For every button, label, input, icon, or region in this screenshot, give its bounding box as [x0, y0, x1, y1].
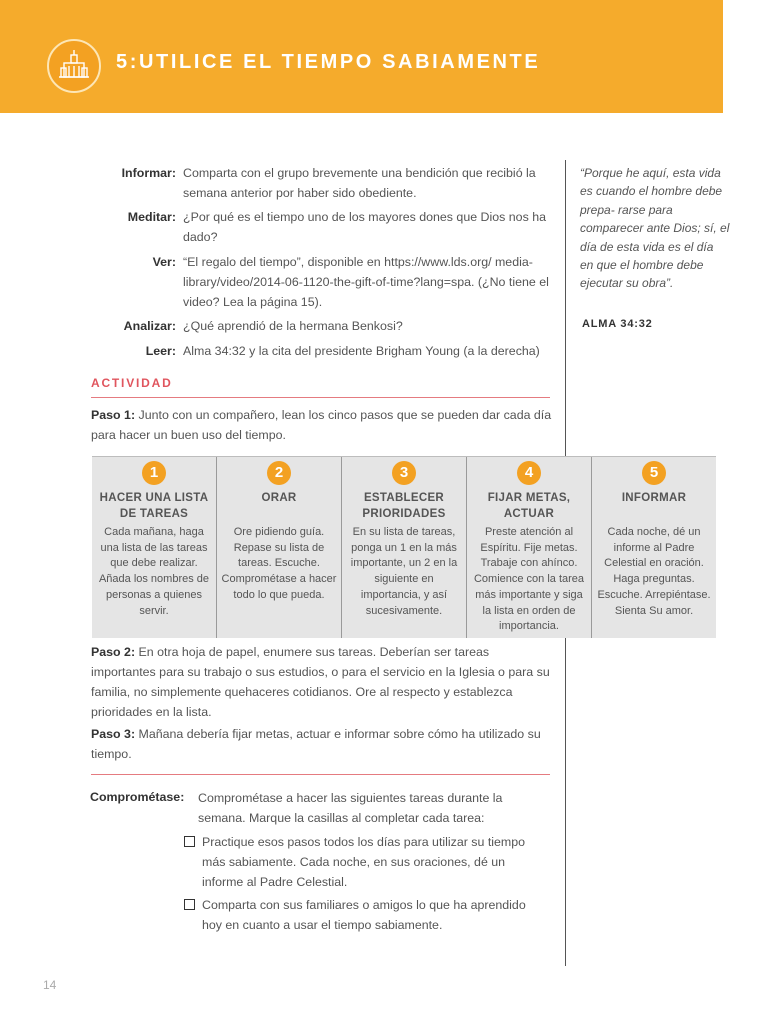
step-number-badge: 2: [267, 461, 291, 485]
step1-label: Paso 1:: [91, 408, 136, 422]
steps-table: [92, 456, 716, 638]
checkbox[interactable]: [184, 899, 195, 910]
intro-text: Comparta con el grupo brevemente una bendición que recibió la semana anterior por haber sido obediente.: [183, 166, 536, 200]
step-title: INFORMAR: [621, 492, 687, 504]
step-description: Preste atención al Espíritu. Fije metas. Trabaje con ahínco. Comience con la tarea más importante y siga la lista en orden de importancia.: [473, 526, 585, 633]
temple-logo: [47, 39, 101, 93]
step-description: Ore pidiendo guía. Repase su lista de tareas. Escuche. Comprométase a hacer todo lo que pueda.: [221, 526, 337, 601]
step2-label: Paso 2:: [91, 645, 136, 659]
step-card-1: [92, 457, 217, 638]
step1-text: Junto con un compañero, lean los cinco pasos que se pueden dar cada día para hacer un buen uso del tiempo.: [91, 408, 552, 442]
step-card-2: [217, 457, 342, 638]
intro-label: Ver:: [152, 255, 176, 269]
step-number-badge: 5: [642, 461, 666, 485]
commitment-text: Comprométase a hacer las siguientes tareas durante la semana. Marque la casillas al completar cada tarea:: [198, 791, 503, 825]
intro-label: Meditar:: [127, 210, 176, 224]
intro-text: ¿Qué aprendió de la hermana Benkosi?: [183, 319, 403, 333]
commitment-item-text: Practique esos pasos todos los días para utilizar su tiempo más sabiamente. Cada noche, en sus oraciones, dé un informe al Padre Celestial.: [202, 835, 526, 889]
page-title: 5:UTILICE EL TIEMPO SABIAMENTE: [116, 51, 541, 73]
step-title: ESTABLECER PRIORIDADES: [362, 492, 446, 520]
step-title: FIJAR METAS, ACTUAR: [487, 492, 571, 520]
step-number-badge: 1: [142, 461, 166, 485]
step-card-5: [592, 457, 716, 638]
step-description: Cada mañana, haga una lista de las tareas que debe realizar. Añada los nombres de personas a quienes servir.: [98, 526, 210, 617]
intro-text: “El regalo del tiempo”, disponible en https://www.lds.org/ media-library/video/2014-06-1120-the-gift-of-time?lang=spa. (¿No tiene el video? Lea la página 15).: [183, 255, 549, 309]
intro-label: Analizar:: [123, 319, 176, 333]
activity-heading: ACTIVIDAD: [91, 376, 173, 390]
commitment-label: Comprométase:: [90, 790, 185, 804]
step3-text: Mañana debería fijar metas, actuar e informar sobre cómo ha utilizado su tiempo.: [91, 727, 541, 761]
intro-text: Alma 34:32 y la cita del presidente Brigham Young (a la derecha): [183, 344, 540, 358]
step2-paragraph: [91, 642, 553, 722]
checkbox[interactable]: [184, 836, 195, 847]
intro-label: Informar:: [121, 166, 176, 180]
step-title: HACER UNA LISTA DE TAREAS: [99, 492, 209, 520]
temple-icon: [49, 41, 99, 91]
header-band: [0, 0, 723, 113]
page-number: 14: [43, 978, 57, 992]
sidebar-reference: ALMA 34:32: [582, 318, 653, 330]
step2-text: En otra hoja de papel, enumere sus tareas. Deberían ser tareas importantes para su trabajo o sus estudios, o para el servicio en la Iglesia o para su familia, no simplemente quehaceres cotidianos. Ore al respecto y establezca prioridades en la lista.: [91, 645, 550, 719]
step-card-3: [342, 457, 467, 638]
step3-label: Paso 3:: [91, 727, 136, 741]
step-number-badge: 3: [392, 461, 416, 485]
commitment-item-text: Comparta con sus familiares o amigos lo que ha aprendido hoy en cuanto a usar el tiempo sabiamente.: [202, 898, 526, 932]
step-description: En su lista de tareas, ponga un 1 en la más importante, un 2 en la siguiente en importancia, y así sucesivamente.: [350, 526, 458, 617]
step-card-4: [467, 457, 592, 638]
step3-paragraph: [91, 724, 553, 764]
activity-rule: [91, 397, 550, 398]
sidebar-quote: “Porque he aquí, esta vida es cuando el hombre debe prepa- rarse para comparecer ante Dios; sí, el día de esta vida es el día en que el hombre debe ejecutar su obra”.: [580, 166, 730, 291]
step-title: ORAR: [261, 492, 297, 504]
intro-text: ¿Por qué es el tiempo uno de los mayores dones que Dios nos ha dado?: [183, 210, 546, 244]
commitment-rule: [91, 774, 550, 775]
step-description: Cada noche, dé un informe al Padre Celestial en oración. Haga preguntas. Escuche. Arrepiéntase. Sienta Su amor.: [597, 526, 711, 617]
step1-paragraph: [91, 405, 553, 445]
step-number-badge: 4: [517, 461, 541, 485]
intro-label: Leer:: [145, 344, 176, 358]
